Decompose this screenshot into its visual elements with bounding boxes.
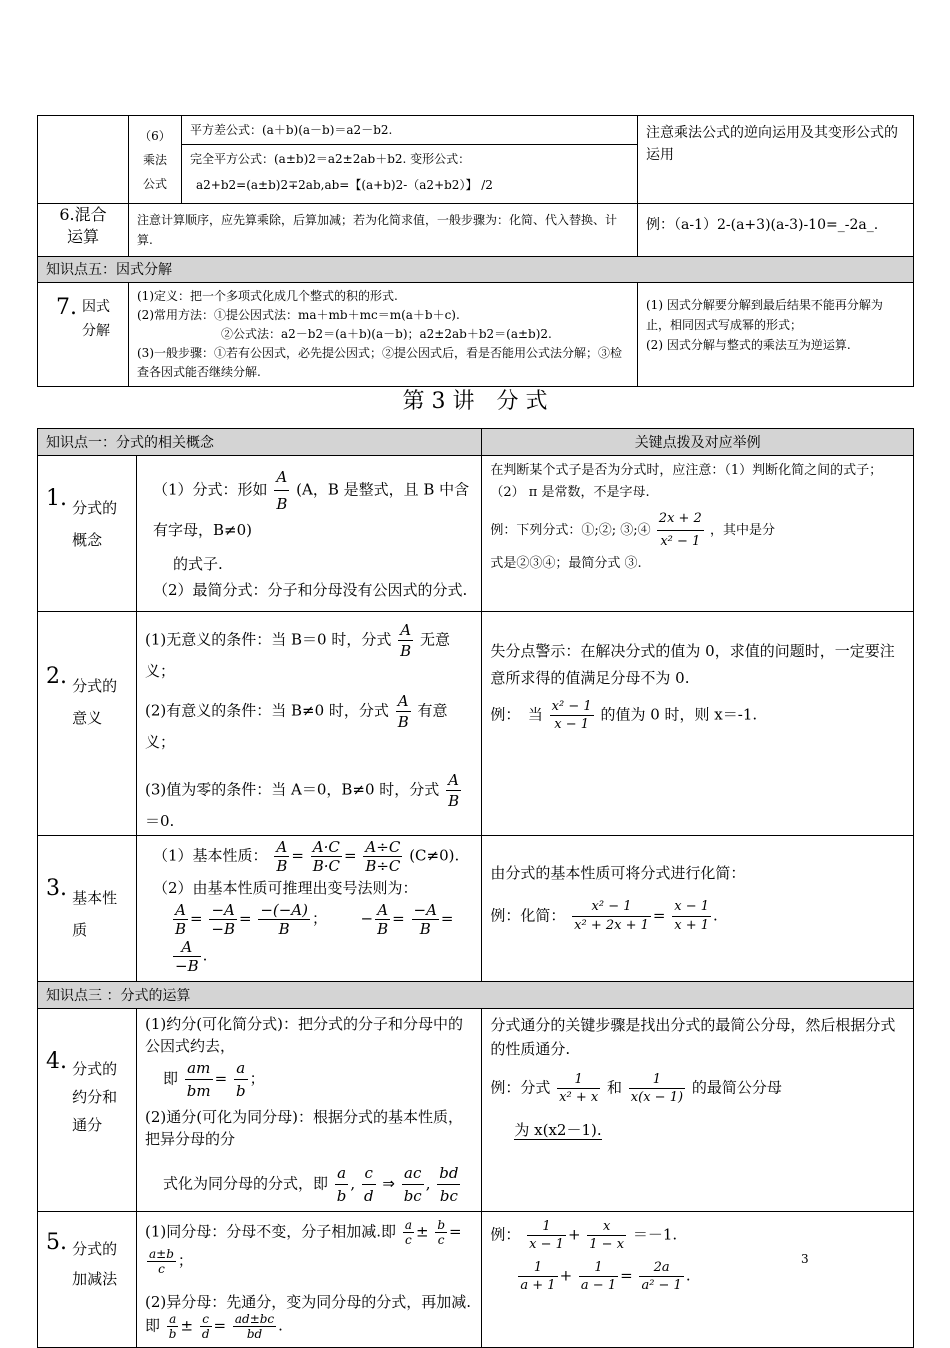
s2-line2-post: 有意义； <box>145 701 448 751</box>
s2-note: 失分点警示：在解决分式的值为 0，求值的问题时，一定要注意所求得的值满足分母不为 0. <box>490 642 895 687</box>
s3-example-label: 例：化简： <box>490 906 566 925</box>
s3-example-frac-2: $\frac{x - 1}{x + 1}$ <box>674 899 710 933</box>
s5-example-result: ＝－1. <box>632 1225 678 1244</box>
s3-content: （1）基本性质： $\frac{A}{B}$ = $\frac{A\cdot C}{B\cdot C}$ = $\frac{A\div C}{B\div C}$ (C≠0). （2）由基本性质可推理出变号法则为： $\frac{A}{B}$ = $\frac{-A}{-B}$ = $\frac{-(-A)}{B}$ ； − $\frac{A}{B}$ = $\frac{-A}{B}$ = $\frac{A}{-B}$ . <box>137 836 482 982</box>
s3-line1-pre: （1）基本性质： <box>153 846 268 865</box>
fraction-table <box>37 428 914 1348</box>
s5-line2: (2)异分母：先通分，变为同分母的分式，再加减.即 <box>145 1293 472 1335</box>
s4-line4-pre: 式化为同分母的分式，即 <box>163 1174 329 1193</box>
s2-fraction-3: $\frac{A}{B}$ <box>448 771 460 810</box>
row-label-2: 公式 <box>142 177 167 191</box>
mixed-ops-text: 注意计算顺序，应先算乘除，后算加减；若为化简求值，一般步骤为：化简、代入替换、计算. <box>137 213 618 247</box>
header-right <box>482 429 914 456</box>
s1-answer: 式是②③④；最简分式 ③. <box>490 556 642 571</box>
factor-method-1: (2)常用方法：①提公因式法：ma＋mb＋mc＝m(a＋b＋c). <box>137 308 460 322</box>
s2-line1-pre: (1)无意义的条件：当 B＝0 时，分式 <box>145 630 392 649</box>
page-number: 3 <box>801 1252 809 1266</box>
s2-label <box>38 612 137 836</box>
s1-notes <box>482 456 914 612</box>
variant-formula: a2+b2=(a±b)2∓2ab,ab=【(a+b)2-（a2+b2）】 /2 <box>196 178 493 192</box>
s2-line1-post: 无意义； <box>145 630 450 680</box>
s4-line1: (1)约分(可化简分式)：把分式的分子和分母中的公因式约去， <box>145 1015 463 1055</box>
s2-example-pre: 例： 当 <box>490 705 543 724</box>
s1-note: 在判断某个式子是否为分式时，应注意：（1）判断化简之间的式子；（2） π 是常数，不是字母. <box>490 463 883 500</box>
s3-sign-rules: $\frac{A}{B}$ = $\frac{-A}{-B}$ = $\frac{-(-A)}{B}$ ； − $\frac{A}{B}$ = $\frac{-A}{B}$ = $\frac{A}{-B}$ . <box>175 901 454 975</box>
s1-line3: （2）最简分式：分子和分母没有公因式的分式. <box>153 581 468 599</box>
s3-frac-1: $\frac{A}{B}$ <box>276 838 288 875</box>
note-text: 注意乘法公式的逆向运用及其变形公式的运用 <box>646 125 898 163</box>
s4-frac-am-bm: $\frac{am}{bm}$ <box>186 1059 211 1100</box>
blank-cell <box>38 116 129 204</box>
section-title-kp5: 知识点五：因式分解 <box>46 262 172 278</box>
row-6-num: 6.混合 <box>59 205 107 224</box>
s5-num: 5. <box>46 1230 67 1255</box>
s2-num: 2. <box>46 664 67 689</box>
s5-notes: 例： $\frac{1}{x - 1}$ + $\frac{x}{1 - x}$ ＝－1. $\frac{1}{a + 1}$ + $\frac{1}{a - 1}$ = $\frac{2a}{\text{a² − 1}}$ . <box>482 1212 914 1348</box>
s3-frac-3: $\frac{A\div C}{B\div C}$ <box>365 838 401 875</box>
s2-example-post: 的值为 0 时，则 x＝-1. <box>600 705 758 724</box>
fraction-A-over-B: $\frac{A}{B}$ <box>274 464 289 517</box>
s5-line1: (1)同分母：分母不变，分子相加减.即 <box>145 1222 397 1241</box>
s3-notes: 由分式的基本性质可将分式进行化简： 例：化简： $\frac{\text{x² − 1}}{\text{x² + 2x + 1}}$ = $\frac{x - 1}{x + 1}$ . <box>482 836 914 982</box>
s4-num: 4. <box>46 1049 67 1074</box>
s3-frac-2: $\frac{A\cdot C}{B\cdot C}$ <box>312 838 340 875</box>
s4-label-2: 约分和 <box>72 1088 118 1106</box>
header-left <box>38 429 482 456</box>
s2-line3-pre: (3)值为零的条件：当 A＝0，B≠0 时，分式 <box>145 780 440 799</box>
mixed-ops-cell <box>129 204 638 257</box>
s2-notes <box>482 612 914 836</box>
s3-example-frac-1: $\frac{\text{x² − 1}}{\text{x² + 2x + 1}}$ <box>574 899 649 933</box>
note-cell <box>638 116 914 204</box>
s5-label-1: 分式的 <box>72 1240 118 1258</box>
row-7-num: 7. <box>55 295 77 320</box>
section-title-kp3: 知识点三 ：分式的运算 <box>46 988 191 1004</box>
top-table <box>37 115 914 387</box>
s3-num: 3. <box>46 876 67 901</box>
section-header-kp5 <box>38 257 914 283</box>
s1-label-2: 概念 <box>72 531 103 549</box>
factor-notes <box>638 283 914 387</box>
s4-example-pre: 例：分式 <box>490 1078 551 1097</box>
row-label-7 <box>38 283 129 387</box>
s1-example-post: ，其中是分 <box>709 523 775 538</box>
row-label <box>129 116 182 204</box>
s3-label-1: 基本性 <box>72 889 118 907</box>
row-6-label: 运算 <box>66 227 99 246</box>
s4-note: 分式通分的关键步骤是找出分式的最简公分母，然后根据分式的性质通分. <box>490 1016 896 1058</box>
difference-of-squares: 平方差公式：(a＋b)(a－b)＝a2－b2. <box>182 116 637 145</box>
s4-example-post: 的最简公分母 <box>691 1078 782 1097</box>
s4-frac-a-b: $\frac{a}{b}$ <box>235 1059 246 1100</box>
s3-line1-post: (C≠0). <box>409 846 460 865</box>
s5-label <box>38 1212 137 1348</box>
s3-note: 由分式的基本性质可将分式进行化简： <box>490 864 746 882</box>
s4-label <box>38 1009 137 1212</box>
s3-label <box>38 836 137 982</box>
s5-example-label: 例： <box>490 1225 521 1244</box>
mixed-ops-example-text: 例：（a-1）2-(a+3)(a-3)-10=_-2a_. <box>646 217 879 233</box>
s1-line1-pre: （1）分式：形如 <box>153 480 268 499</box>
s4-example-mid: 和 <box>607 1078 623 1097</box>
s4-notes: 分式通分的关键步骤是找出分式的最简公分母，然后根据分式的性质通分. 例：分式 $\frac{1}{\text{x² + x}}$ 和 $\frac{1}{x(x - 1)}$ 的最简公分母 为 x(x2－1). <box>482 1009 914 1212</box>
s4-line3: (2)通分(可化为同分母)：根据分式的基本性质，把异分母的分 <box>145 1108 463 1148</box>
s4-example-answer: 为 x(x2－1). <box>514 1121 602 1139</box>
s5-label-2: 加减法 <box>72 1270 118 1288</box>
s4-content: (1)约分(可化简分式)：把分式的分子和分母中的公因式约去， 即 $\frac{am}{bm}$ = $\frac{a}{b}$ ； (2)通分(可化为同分母)：根据分式的基本性质，把异分母的分 式化为同分母的分式，即 $\frac{a}{b}$ , $\frac{c}{d}$ ⇒ $\frac{ac}{bc}$ , $\frac{bd}{bc}$ <box>137 1009 482 1212</box>
row-label-1: 乘法 <box>142 153 167 167</box>
formula-cell <box>182 116 638 204</box>
s2-label-1: 分式的 <box>72 677 118 695</box>
section-header-kp3 <box>38 982 914 1009</box>
mixed-ops-example <box>638 204 914 257</box>
s1-content <box>137 456 482 612</box>
s4-label-3: 通分 <box>72 1116 103 1134</box>
lesson-title: 第 3 讲 分 式 <box>402 389 548 414</box>
s1-line2: 的式子. <box>173 555 223 573</box>
s1-line1-post: (A，B 是整式，且 B 中含有字母，B≠0) <box>153 480 470 539</box>
factor-note-1: (1) 因式分解要分解到最后结果不能再分解为止，相同因式写成幂的形式； <box>646 298 883 332</box>
s3-label-2: 质 <box>72 921 88 939</box>
s3-line2: （2）由基本性质可推理出变号法则为： <box>153 879 418 897</box>
s1-label-1: 分式的 <box>72 499 118 517</box>
s2-label-2: 意义 <box>72 709 103 727</box>
row-label-6 <box>38 204 129 257</box>
row-7-label-2: 分解 <box>82 323 111 339</box>
s2-line2-pre: (2)有意义的条件：当 B≠0 时，分式 <box>145 701 389 720</box>
header-right-text: 关键点拨及对应举例 <box>634 435 761 451</box>
s1-example: 例：下列分式：①;②; ③;④ <box>490 523 651 538</box>
s4-line2-pre: 即 <box>163 1069 179 1088</box>
factorization-cell <box>129 283 638 387</box>
s4-label-1: 分式的 <box>72 1060 118 1078</box>
factor-note-2: (2) 因式分解与整式的乘法互为逆运算. <box>646 338 851 352</box>
row-number: （6） <box>139 129 171 143</box>
s2-fraction-2: $\frac{A}{B}$ <box>397 692 409 731</box>
s2-line3-post: ＝0. <box>145 812 175 830</box>
s1-num: 1. <box>46 486 67 511</box>
row-7-label-1: 因式 <box>82 299 111 315</box>
factor-method-2: ②公式法：a2－b2＝(a＋b)(a－b)；a2±2ab＋b2＝(a±b)2. <box>221 327 552 341</box>
perfect-square: 完全平方公式：(a±b)2＝a2±2ab＋b2. 变形公式： <box>190 152 471 166</box>
s5-content: (1)同分母：分母不变，分子相加减.即 $\frac{a}{c}$ ± $\frac{b}{c}$ = $\frac{a\pm b}{c}$ ； (2)异分母：先通分，变为同分母的分式，再加减.即 $\frac{a}{b}$ ± $\frac{c}{d}$ = $\frac{ad\pm bc}{bd}$ . <box>137 1212 482 1348</box>
header-left-text: 知识点一：分式的相关概念 <box>46 435 214 451</box>
factor-steps: (3)一般步骤：①若有公因式，必先提公因式；②提公因式后，看是否能用公式法分解；③检查各因式能否继续分解. <box>137 346 623 379</box>
s2-fraction-1: $\frac{A}{B}$ <box>400 621 412 660</box>
s1-label <box>38 456 137 612</box>
s2-content <box>137 612 482 836</box>
s1-example-fraction: $\frac{2x + 2}{\text{x² − 1}}$ <box>657 508 704 553</box>
factor-definition: (1)定义：把一个多项式化成几个整式的积的形式. <box>137 289 398 303</box>
s2-example-fraction: $\frac{\text{x² − 1}}{x - 1}$ <box>551 699 592 732</box>
